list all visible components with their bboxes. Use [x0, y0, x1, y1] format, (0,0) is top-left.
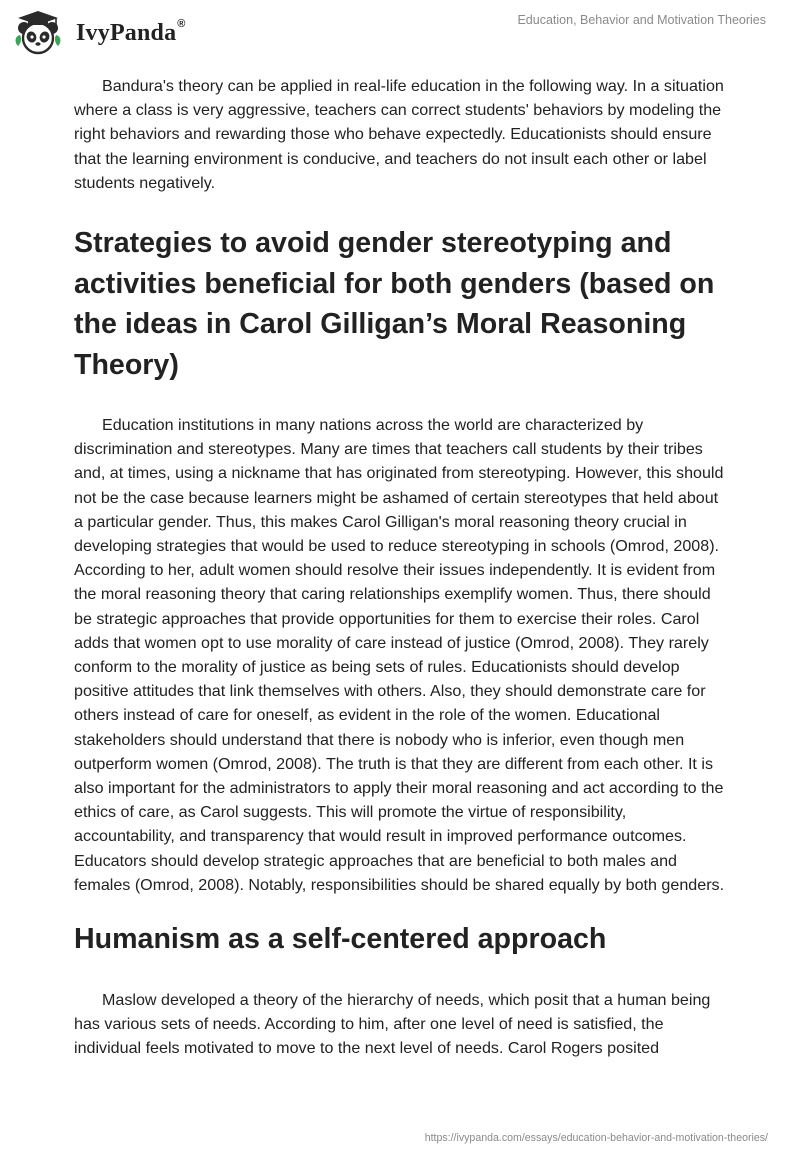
- heading-humanism: Humanism as a self-centered approach: [74, 923, 607, 956]
- document-title: Education, Behavior and Motivation Theories: [517, 13, 766, 27]
- logo-text: IvyPanda®: [76, 17, 186, 46]
- ivypanda-logo[interactable]: [14, 8, 186, 56]
- paragraph-bandura-application: Bandura's theory can be applied in real-life education in the following way. In a situation where a class is very aggressive, teachers can correct students' behaviors by modeling the right behaviors and rewarding those who behave expectedly. Educationists should ensure that the learning environment is conducive, and teachers do not insult each other or label students negatively.: [74, 77, 724, 192]
- panda-graduation-cap-icon: [14, 8, 68, 56]
- essay-content: [74, 74, 730, 1060]
- paragraph-maslow-theory: Maslow developed a theory of the hierarchy of needs, which posit that a human being has various sets of needs. According to him, after one level of need is satisfied, the individual feels motivated to move to the next level of needs. Carol Rogers posited: [74, 990, 711, 1057]
- page-header: [0, 0, 800, 60]
- paragraph-gilligan-theory: Education institutions in many nations across the world are characterized by discrimination and stereotypes. Many are times that teachers call students by their tribes and, at times, using a nickname that has originated from stereotyping. However, this should not be the case because learners might be ashamed of certain stereotypes that held about a particular gender. Thus, this makes Carol Gilligan's moral reasoning theory crucial in developing strategies that would be used to reduce stereotyping in schools (Omrod, 2008). According to her, adult women should resolve their issues independently. It is evident from the moral reasoning theory that caring relationships exemplify women. Thus, there should be strategic approaches that provide opportunities for them to exercise their roles. Carol adds that women opt to use morality of care instead of justice (Omrod, 2008). They rarely conform to the morality of justice as being sets of rules. Educationists should develop positive attitudes that link themselves with others. Also, they should demonstrate care for others instead of care for oneself, as evident in the role of the women. Educational stakeholders should understand that there is nobody who is inferior, even though men outperform women (Omrod, 2008). The truth is that they are different from each other. It is also important for the administrators to apply their moral reasoning and act according to the ethics of care, as Carol suggests. This will promote the virtue of responsibility, accountability, and transparency that would result in improved performance outcomes. Educators should develop strategic approaches that are beneficial to both males and females (Omrod, 2008). Notably, responsibilities should be shared equally by both genders.: [74, 416, 725, 894]
- heading-gender-stereotyping: Strategies to avoid gender stereotyping and activities beneficial for both genders (based on the ideas in Carol Gilligan’s Moral Reasoning Theory): [74, 227, 715, 381]
- footer-url-link[interactable]: https://ivypanda.com/essays/education-behavior-and-motivation-theories/: [424, 1132, 768, 1144]
